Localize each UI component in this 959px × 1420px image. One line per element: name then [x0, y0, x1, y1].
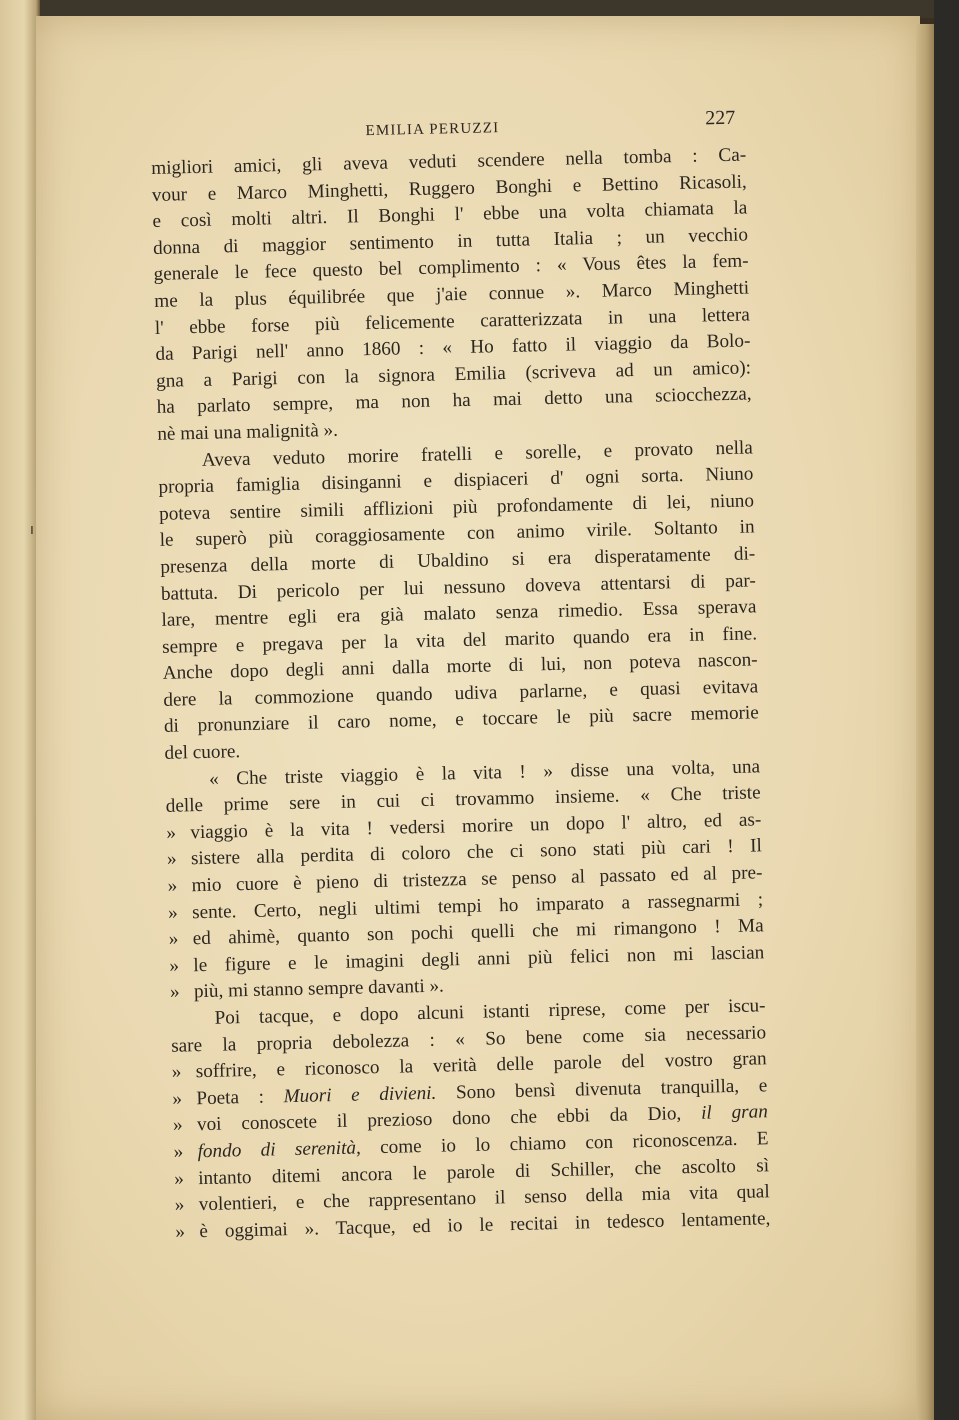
- quote-mark: »: [166, 849, 177, 871]
- paragraph-1: [151, 142, 752, 448]
- text-line: me la plus équilibrée que j'aie connue ». Marco Minghetti: [154, 277, 750, 312]
- italic-title: Muori e divieni.: [283, 1082, 437, 1108]
- italic-phrase: fondo di serenità,: [197, 1137, 362, 1163]
- running-title: EMILIA PERUZZI: [365, 120, 500, 140]
- quoted-text: volentieri, e che rappresentano il senso della mia vita qual: [198, 1181, 770, 1216]
- quoted-text: più, mi stanno sempre davanti ».: [193, 975, 445, 1003]
- quote-mark: »: [173, 1141, 184, 1163]
- paragraph-3: [165, 754, 765, 1007]
- text-line: Poi tacque, e dopo alcuni istanti riprese, come per iscu-: [214, 995, 766, 1029]
- text-line: lare, mentre egli era già malato senza rimedio. Essa sperava: [161, 596, 757, 631]
- text-line: delle prime sere in cui ci trovammo insieme. « Che triste: [165, 782, 761, 818]
- quote-mark: »: [171, 1061, 182, 1083]
- quote-mark: »: [175, 1221, 186, 1243]
- quote-mark: »: [169, 955, 180, 977]
- text-line: vour e Marco Minghetti, Ruggero Bonghi e Bettino Ricasoli,: [151, 171, 747, 206]
- text-line: del cuore.: [164, 741, 241, 764]
- text-line: nè mai una malignità ».: [157, 419, 339, 445]
- text-line: ha parlato sempre, ma non ha mai detto una sciocchezza,: [156, 383, 752, 419]
- quoted-text-part: come io lo chiamo con riconoscenza. E: [360, 1128, 769, 1159]
- quoted-text: viaggio è la vita ! vedersi morire un dopo l' altro, ed as-: [190, 809, 762, 844]
- text-line: gna a Parigi con la signora Emilia (scriveva ad un amico):: [155, 357, 752, 392]
- page-content: [150, 99, 771, 1247]
- text-line: migliori amici, gli aveva veduti scendere nella tomba : Ca-: [151, 144, 747, 179]
- text-line: sare la propria debolezza : « So bene come sia necessario: [170, 1021, 767, 1057]
- quoted-text: mio cuore è pieno di tristezza se penso al passato ed al pre-: [191, 862, 763, 897]
- quote-mark: »: [168, 928, 179, 951]
- quote-mark: »: [172, 1114, 183, 1137]
- text-line: da Parigi nell' anno 1860 : « Ho fatto il viaggio da Bolo-: [155, 330, 751, 366]
- quote-mark: »: [166, 822, 177, 844]
- quoted-text-part: Sono bensì divenuta tranquilla, e: [436, 1075, 768, 1104]
- quote-mark: »: [167, 875, 178, 897]
- quote-mark: »: [173, 1168, 185, 1190]
- page-stack-edge: [916, 24, 936, 1420]
- quoted-text: è oggimai ». Tacque, ed io le recitai in tedesco lentamente,: [199, 1207, 771, 1242]
- text-line: « Che triste viaggio è la vita ! » disse una volta, una: [208, 755, 761, 790]
- quote-mark: »: [169, 981, 180, 1004]
- quoted-text: intanto ditemi ancora le parole di Schiller, che ascolto sì: [197, 1154, 770, 1189]
- quoted-text: ed ahimè, quanto son pochi quelli che mi rimangono ! Ma: [192, 915, 764, 950]
- quoted-text: le figure e le imagini degli anni più felici non mi lascian: [193, 942, 765, 977]
- page-number: 227: [705, 106, 736, 130]
- text-line: le superò più coraggiosamente con animo virile. Soltanto in: [159, 516, 755, 552]
- text-line: propria famiglia disinganni e dispiaceri d' ogni sorta. Niuno: [158, 463, 754, 499]
- quoted-text: sistere alla perdita di coloro che ci sono stati più cari ! Il: [190, 835, 763, 870]
- text-line: presenza della morte di Ubaldino si era disperatamente di-: [160, 543, 756, 578]
- text-line: e così molti altri. Il Bonghi l' ebbe una volta chiamata la: [152, 197, 748, 233]
- quote-mark: »: [172, 1088, 183, 1110]
- quoted-text: sente. Certo, negli ultimi tempi ho imparato a rassegnarmi ;: [191, 888, 764, 923]
- facing-page-edge: [0, 0, 40, 1420]
- text-line: di pronunziare il caro nome, e toccare le più sacre memorie: [163, 702, 760, 738]
- text-line: battuta. Di pericolo per lui nessuno doveva attentarsi di par-: [160, 569, 757, 605]
- italic-phrase: il gran: [700, 1101, 769, 1125]
- quote-mark: »: [174, 1194, 185, 1216]
- text-line: donna di maggior sentimento in tutta Italia ; un vecchio: [152, 224, 749, 259]
- quoted-text-part: voi conoscete il prezioso dono che ebbi da Dio,: [196, 1103, 702, 1136]
- text-line: poteva sentire simili afflizioni più profondamente di lei, niuno: [158, 490, 755, 525]
- text-line: dere la commozione quando udiva parlarne, e quasi evitava: [163, 676, 759, 711]
- quote-mark: »: [167, 902, 179, 924]
- quoted-text-part: Poeta :: [196, 1086, 284, 1109]
- text-line: Anche dopo degli anni dalla morte di lui, non poteva nascon-: [162, 649, 758, 685]
- quoted-text: soffrire, e riconosco la verità delle parole del vostro gran: [195, 1048, 767, 1083]
- text-line: generale le fece questo bel complimento : « Vous êtes la fem-: [153, 250, 749, 286]
- paragraph-2: [158, 435, 760, 768]
- scan-right-border: [934, 0, 959, 1420]
- body-text: [151, 142, 771, 1246]
- text-line: Aveva veduto morire fratelli e sorelle, e provato nella: [201, 436, 754, 471]
- text-line: sempre e pregava per la vita del marito quando era in fine.: [161, 623, 758, 658]
- paragraph-4: [170, 993, 770, 1246]
- margin-mark: ı: [30, 522, 34, 538]
- text-line: l' ebbe forse più felicemente caratterizzata in una lettera: [154, 304, 750, 339]
